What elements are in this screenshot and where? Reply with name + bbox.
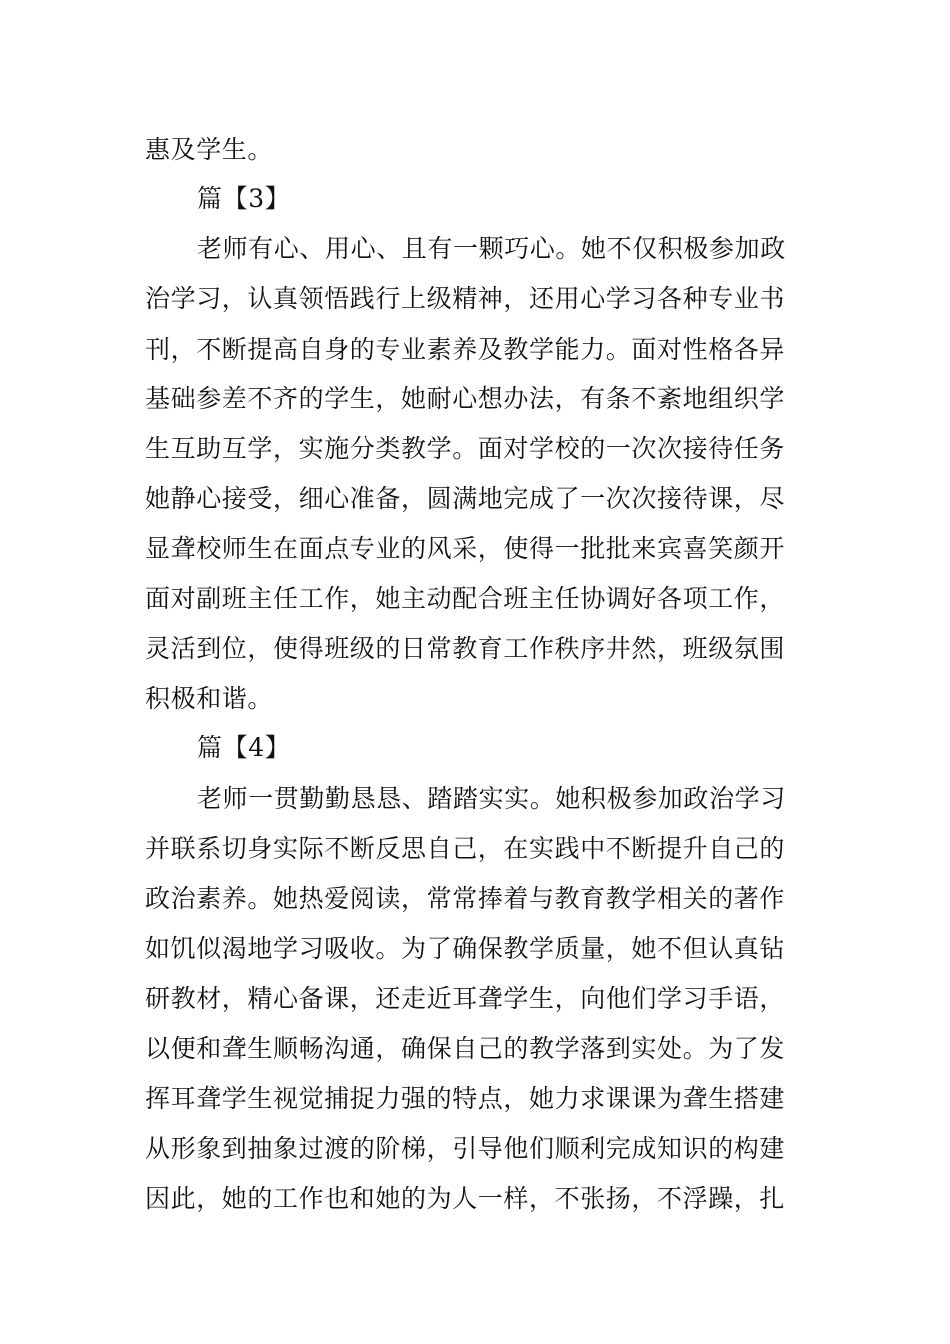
text-line: 老师有心、用心、且有一颗巧心。她不仅积极参加政 bbox=[197, 234, 786, 263]
text-line: 面对副班主任工作，她主动配合班主任协调好各项工作， bbox=[145, 584, 786, 613]
text-line: 她静心接受，细心准备，圆满地完成了一次次接待课，尽 bbox=[145, 484, 786, 513]
text-line: 研教材，精心备课，还走近耳聋学生，向他们学习手语， bbox=[145, 984, 786, 1013]
text-line: 显聋校师生在面点专业的风采，使得一批批来宾喜笑颜开 bbox=[145, 534, 786, 563]
text-line: 如饥似渴地学习吸收。为了确保教学质量，她不但认真钻 bbox=[145, 934, 786, 963]
text-line: 刊，不断提高自身的专业素养及教学能力。面对性格各异 bbox=[145, 335, 786, 364]
text-line: 老师一贯勤勤恳恳、踏踏实实。她积极参加政治学习 bbox=[197, 784, 786, 813]
text-line: 以便和聋生顺畅沟通，确保自己的教学落到实处。为了发 bbox=[145, 1034, 786, 1063]
text-line: 政治素养。她热爱阅读，常常捧着与教育教学相关的著作 bbox=[145, 884, 786, 913]
text-line: 基础参差不齐的学生，她耐心想办法，有条不紊地组织学 bbox=[145, 384, 786, 413]
section-heading: 篇【4】 bbox=[197, 733, 291, 762]
text-line: 生互助互学，实施分类教学。面对学校的一次次接待任务 bbox=[145, 434, 786, 463]
text-line: 灵活到位，使得班级的日常教育工作秩序井然，班级氛围 bbox=[145, 634, 786, 663]
text-line: 积极和谐。 bbox=[145, 684, 274, 713]
text-line: 从形象到抽象过渡的阶梯，引导他们顺利完成知识的构建 bbox=[145, 1134, 786, 1163]
text-line: 挥耳聋学生视觉捕捉力强的特点，她力求课课为聋生搭建 bbox=[145, 1084, 786, 1113]
section-heading: 篇【3】 bbox=[197, 184, 291, 213]
text-line: 因此，她的工作也和她的为人一样，不张扬，不浮躁，扎 bbox=[145, 1184, 786, 1213]
text-line: 治学习，认真领悟践行上级精神，还用心学习各种专业书 bbox=[145, 284, 786, 313]
text-line: 惠及学生。 bbox=[145, 135, 274, 164]
text-line: 并联系切身实际不断反思自己，在实践中不断提升自己的 bbox=[145, 834, 786, 863]
